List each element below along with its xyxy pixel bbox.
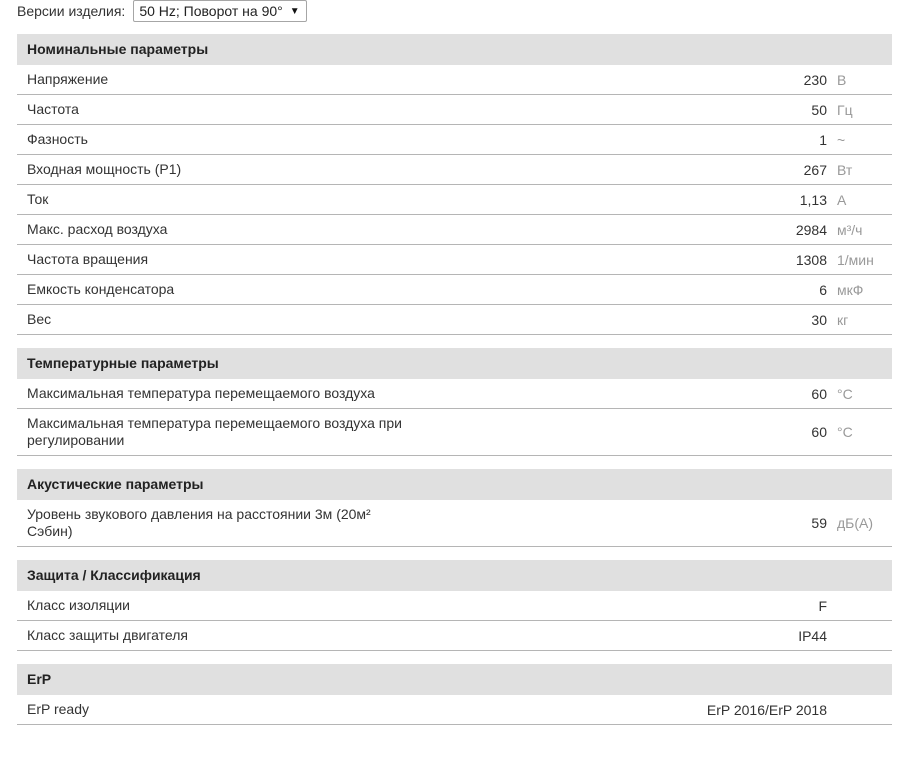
param-unit: 1/мин xyxy=(837,251,874,268)
section-header: Акустические параметры xyxy=(17,469,892,500)
param-unit: кг xyxy=(837,311,849,328)
param-value: 6 xyxy=(819,281,827,298)
table-row xyxy=(17,621,892,651)
version-label: Версии изделия: xyxy=(17,3,126,19)
table-row xyxy=(17,155,892,185)
param-value: F xyxy=(818,597,827,614)
table-row xyxy=(17,125,892,155)
specs-table xyxy=(17,34,892,725)
param-value: IP44 xyxy=(798,627,827,644)
section-nominal xyxy=(17,34,892,335)
section-protection xyxy=(17,560,892,651)
table-row xyxy=(17,215,892,245)
param-label: Макс. расход воздуха xyxy=(27,221,168,237)
param-unit: А xyxy=(837,191,847,208)
param-value: ErP 2016/ErP 2018 xyxy=(706,701,827,718)
param-value: 1 xyxy=(819,131,827,148)
param-label: Класс защиты двигателя xyxy=(27,627,188,643)
section-erp xyxy=(17,664,892,725)
param-value: 60 xyxy=(811,424,827,440)
param-value: 1,13 xyxy=(799,191,827,208)
param-unit: ~ xyxy=(837,131,846,148)
table-row xyxy=(17,185,892,215)
table-row xyxy=(17,65,892,95)
param-label: Ток xyxy=(27,191,49,207)
version-select-value: 50 Hz; Поворот на 90° xyxy=(139,3,283,19)
param-value: 30 xyxy=(811,311,827,328)
table-row xyxy=(17,500,892,547)
param-unit: В xyxy=(837,71,847,88)
dropdown-arrow-icon: ▼ xyxy=(289,5,300,17)
section-header: ErP xyxy=(17,664,892,695)
table-row xyxy=(17,275,892,305)
param-label: Уровень звукового давления на расстоянии 3м (20м² Сэбин) xyxy=(27,506,371,539)
param-value: 267 xyxy=(803,161,827,178)
section-header: Защита / Классификация xyxy=(17,560,892,591)
table-row xyxy=(17,305,892,335)
param-unit: Вт xyxy=(837,161,853,178)
table-row xyxy=(17,695,892,725)
table-row xyxy=(17,409,892,456)
param-label: Максимальная температура перемещаемого воздуха при регулировании xyxy=(27,415,402,448)
param-label: Вес xyxy=(27,311,52,327)
section-header: Номинальные параметры xyxy=(17,34,892,65)
param-unit: дБ(А) xyxy=(837,515,874,531)
param-label: Емкость конденсатора xyxy=(27,281,175,297)
param-unit: °C xyxy=(837,424,853,440)
param-unit: мкФ xyxy=(837,281,864,298)
param-value: 1308 xyxy=(795,251,827,268)
version-select[interactable] xyxy=(133,0,306,22)
param-label: Входная мощность (P1) xyxy=(27,161,182,177)
param-label: Класс изоляции xyxy=(27,597,130,613)
version-bar xyxy=(17,0,307,22)
section-temperature xyxy=(17,348,892,456)
param-label: Напряжение xyxy=(27,71,109,87)
param-label: Частота xyxy=(27,101,79,117)
param-value: 230 xyxy=(803,71,827,88)
section-acoustic xyxy=(17,469,892,547)
param-value: 59 xyxy=(811,515,827,531)
param-label: Фазность xyxy=(27,131,88,147)
param-label: Максимальная температура перемещаемого воздуха xyxy=(27,385,375,401)
param-value: 60 xyxy=(811,385,827,402)
table-row xyxy=(17,95,892,125)
param-unit: Гц xyxy=(837,101,853,118)
param-label: ErP ready xyxy=(27,701,89,717)
param-unit: м³/ч xyxy=(837,221,863,238)
param-label: Частота вращения xyxy=(27,251,149,267)
param-unit: °C xyxy=(837,385,853,402)
param-value: 50 xyxy=(811,101,827,118)
table-row xyxy=(17,591,892,621)
table-row xyxy=(17,379,892,409)
param-value: 2984 xyxy=(795,221,827,238)
table-row xyxy=(17,245,892,275)
section-header: Температурные параметры xyxy=(17,348,892,379)
